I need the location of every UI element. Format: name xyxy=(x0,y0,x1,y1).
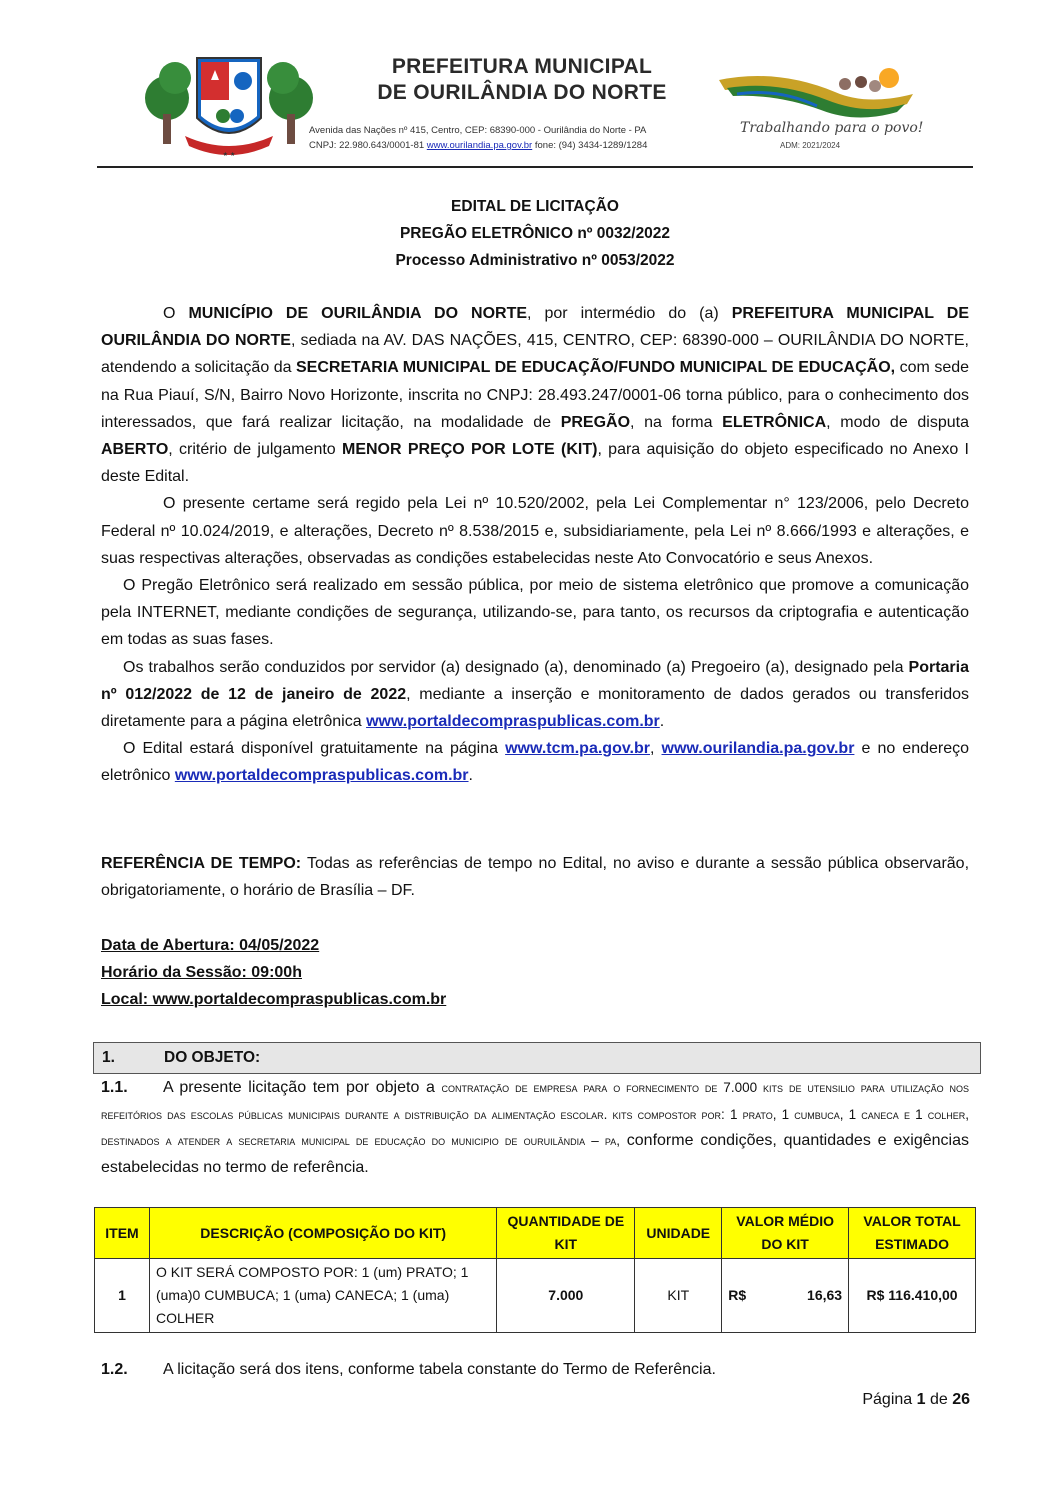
intro-bold-7: MENOR PREÇO POR LOTE (KIT) xyxy=(342,441,598,459)
header-total-value: VALOR TOTAL ESTIMADO xyxy=(849,1208,976,1259)
page-separator: de xyxy=(925,1391,953,1408)
intro-bold-3: SECRETARIA MUNICIPAL DE EDUCAÇÃO/FUNDO MUNICIPAL DE EDUCAÇÃO, xyxy=(296,359,896,377)
time-reference-paragraph xyxy=(101,850,969,904)
object-text-1: A presente licitação tem por objeto a xyxy=(163,1079,442,1096)
prefeitura-phone: fone: (94) 3434-1289/1284 xyxy=(534,140,648,151)
table-header-row xyxy=(95,1208,976,1259)
legal-basis-paragraph: O presente certame será regido pela Lei nº 10.520/2002, pela Lei Complementar n° 123/2006, pelo Decreto Federal nº 10.024/2019, e alterações, Decreto nº 8.538/2015 e, subsidiariamente, pela Lei nº 8.666/1993 e alterações, e suas respectivas alterações, observadas as condições estabelecidas neste Ato Convocatório e seus Anexos. xyxy=(101,495,969,567)
intro-bold-5: ELETRÔNICA xyxy=(722,413,827,431)
header-quantity: QUANTIDADE DE KIT xyxy=(497,1208,635,1259)
section-objeto-header xyxy=(93,1042,981,1074)
intro-bold-2: PREFEITURA MUNICIPAL DE OURILÂNDIA DO NORTE xyxy=(101,305,970,350)
items-table xyxy=(94,1207,976,1333)
page-total: 26 xyxy=(952,1391,970,1408)
header-average-value: VALOR MÉDIO DO KIT xyxy=(722,1208,849,1259)
prefeitura-title-line1: PREFEITURA MUNICIPAL xyxy=(391,55,653,78)
page-label: Página xyxy=(862,1391,917,1408)
pregao-title: PREGÃO ELETRÔNICO nº 0032/2022 xyxy=(399,225,671,242)
municipal-crest-icon xyxy=(145,48,313,160)
page-number xyxy=(862,1386,970,1413)
intro-text-6: , modo de disputa xyxy=(826,413,969,431)
object-text-2: conforme condições, quantidades e exigências estabelecidas no termo de referência. xyxy=(101,1132,969,1176)
time-reference-text: Todas as referências de tempo no Edital, no aviso e durante a sessão pública observarão, obrigatoriamente, o horário de Brasília – DF. xyxy=(101,855,970,900)
section-title: DO OBJETO: xyxy=(164,1049,261,1066)
conduct-text-3: . xyxy=(659,713,665,731)
prefeitura-address: Avenida das Nações nº 415, Centro, CEP: 68390-000 - Ourilândia do Norte - PA xyxy=(309,125,647,136)
intro-bold-6: ABERTO xyxy=(101,441,169,459)
time-reference-label: REFERÊNCIA DE TEMPO: xyxy=(101,855,302,872)
cell-quantity: 7.000 xyxy=(497,1259,635,1333)
intro-text-8: , para aquisição do objeto especificado no Anexo I deste Edital. xyxy=(101,441,969,486)
portal-compras-link-2[interactable]: www.portaldecompraspublicas.com.br xyxy=(174,767,469,785)
session-time: Horário da Sessão: 09:00h xyxy=(101,964,302,981)
item-1-1-number: 1.1. xyxy=(101,1079,128,1096)
page-current: 1 xyxy=(916,1391,926,1408)
item-1-2-text: A licitação será dos itens, conforme tabela constante do Termo de Referência. xyxy=(163,1361,716,1378)
cell-average-value xyxy=(722,1259,849,1333)
document-titles xyxy=(97,193,973,274)
object-paragraph xyxy=(101,1075,969,1181)
item-1-2 xyxy=(101,1356,716,1383)
availability-text-2: e no endereço eletrônico xyxy=(101,740,970,785)
electronic-session-paragraph: O Pregão Eletrônico será realizado em sessão pública, por meio de sistema eletrônico que promove a comunicação pela INTERNET, mediante condições de segurança, utilizando-se, para tanto, os recursos da criptografia e autenticação em todas as suas fases. xyxy=(101,577,969,649)
intro-bold-4: PREGÃO xyxy=(560,413,631,431)
section-number: 1. xyxy=(102,1049,115,1066)
letterhead xyxy=(97,40,973,168)
cell-average-amount: 16,63 xyxy=(807,1287,843,1303)
object-smallcaps-1: contratação de empresa para o fornecimento de 7.000 kits de utensilio para utilização nos refeitórios das escolas públicas municipais durante a distribuição da alimentação escolar. xyxy=(101,1080,969,1122)
processo-title: Processo Administrativo nº 0053/2022 xyxy=(395,252,675,269)
conduct-paragraph xyxy=(101,654,969,736)
prefeitura-title xyxy=(357,54,687,106)
prefeitura-title-line2: DE OURILÂNDIA DO NORTE xyxy=(377,81,667,104)
prefeitura-contact xyxy=(309,140,647,151)
portaria-reference: Portaria nº 012/2022 de 12 de janeiro de 2022 xyxy=(101,658,969,703)
administration-period: ADM: 2021/2024 xyxy=(780,141,841,150)
portal-compras-link[interactable]: www.portaldecompraspublicas.com.br xyxy=(366,713,660,731)
intro-text-2: , por intermédio do (a) xyxy=(527,305,732,322)
intro-bold-1: MUNICÍPIO DE OURILÂNDIA DO NORTE xyxy=(188,305,528,322)
availability-separator: , xyxy=(650,740,662,758)
intro-paragraph xyxy=(101,300,969,790)
header-item: ITEM xyxy=(95,1208,150,1259)
object-smallcaps-3: , destinados a atender a secretaria municipal de educação do municipio de ouruilândia – pa, xyxy=(101,1106,969,1148)
session-dates xyxy=(101,932,446,1013)
slogan-text: Trabalhando para o povo! xyxy=(740,120,924,136)
ourilandia-link[interactable]: www.ourilandia.pa.gov.br xyxy=(661,740,855,758)
conduct-text-2: , mediante a inserção e monitoramento de dados gerados ou transferidos diretamente para a página eletrônica xyxy=(101,685,969,731)
opening-date: Data de Abertura: 04/05/2022 xyxy=(101,937,320,954)
svg-text:★ ★: ★ ★ xyxy=(222,151,236,158)
table-row xyxy=(95,1259,976,1333)
intro-text-4: com sede na Rua Piauí, S/N, Bairro Novo Horizonte, inscrita no CNPJ: 28.493.247/0001-06 torna público, para o conhecimento dos interessados, que fará realizar licitação, na modalidade de xyxy=(101,359,970,431)
cell-unit: KIT xyxy=(635,1259,722,1333)
session-location: Local: www.portaldecompraspublicas.com.br xyxy=(101,991,447,1008)
cell-item: 1 xyxy=(95,1259,150,1333)
cell-description: O KIT SERÁ COMPOSTO POR: 1 (um) PRATO; 1 (uma)0 CUMBUCA; 1 (uma) CANECA; 1 (uma) COLHER xyxy=(149,1259,496,1333)
item-1-2-number: 1.2. xyxy=(101,1361,128,1378)
intro-text-3: , sediada na AV. DAS NAÇÕES, 415, CENTRO, CEP: 68390-000 – OURILÂNDIA DO NORTE, atendendo a solicitação da xyxy=(101,332,970,377)
availability-text-3: . xyxy=(468,767,473,785)
cell-total-value: R$ 116.410,00 xyxy=(849,1259,976,1333)
tcm-link[interactable]: www.tcm.pa.gov.br xyxy=(505,740,650,758)
object-smallcaps-2: kits compostor por: 1 prato, 1 cumbuca, 1 caneca e 1 colher xyxy=(612,1106,966,1122)
intro-text-7: , critério de julgamento xyxy=(168,441,342,459)
intro-text-5: , na forma xyxy=(630,413,723,431)
prefeitura-website-link[interactable]: www.ourilandia.pa.gov.br xyxy=(426,140,533,151)
header-unit: UNIDADE xyxy=(635,1208,722,1259)
prefeitura-cnpj: CNPJ: 22.980.643/0001-81 xyxy=(309,140,425,151)
header-description: DESCRIÇÃO (COMPOSIÇÃO DO KIT) xyxy=(149,1208,496,1259)
availability-paragraph xyxy=(101,735,969,789)
cell-currency: R$ xyxy=(728,1287,747,1303)
edital-title: EDITAL DE LICITAÇÃO xyxy=(451,198,619,215)
conduct-text-1: Os trabalhos serão conduzidos por servidor (a) designado (a), denominado (a) Pregoeiro (a), designado pela xyxy=(123,658,909,676)
intro-text-1: O xyxy=(163,305,189,322)
availability-text-1: O Edital estará disponível gratuitamente na página xyxy=(123,740,506,758)
